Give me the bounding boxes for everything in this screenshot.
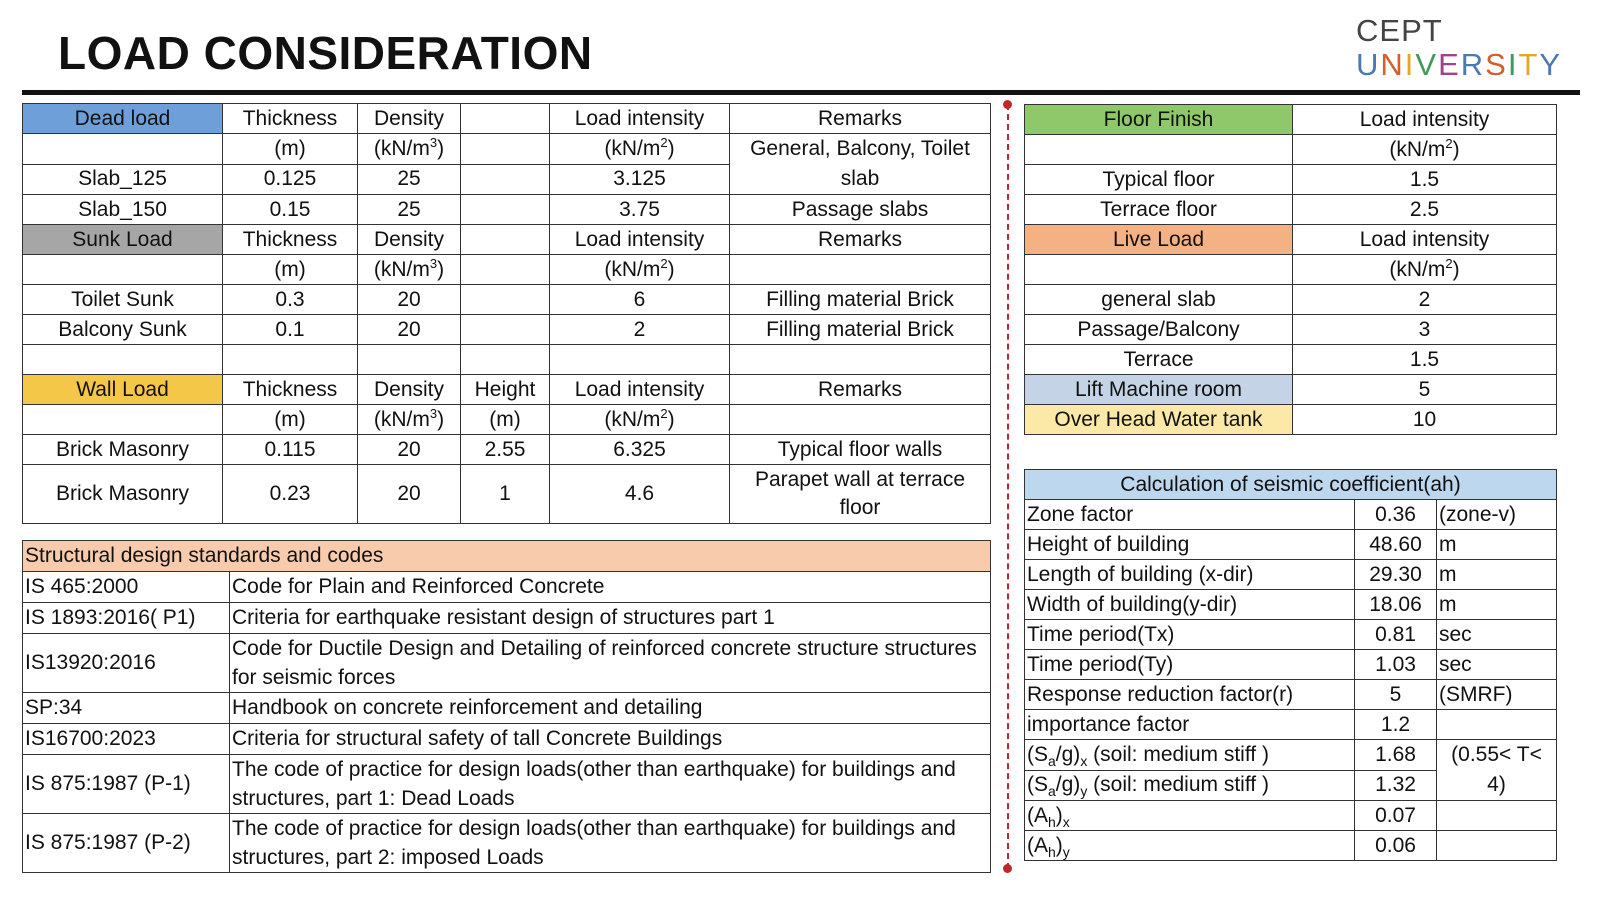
divider-top-dot — [1003, 100, 1012, 109]
seismic-header-row — [1025, 470, 1557, 500]
table-row: Response reduction factor(r) 5 (SMRF) — [1025, 680, 1557, 710]
table-row: Time period(Ty) 1.03 sec — [1025, 650, 1557, 680]
remark-general-balcony: General, Balcony, Toilet slab — [730, 134, 991, 195]
table-row: Terrace floor 2.5 — [1025, 195, 1557, 225]
codes-header-row — [23, 541, 991, 572]
thickness-header: Thickness — [223, 104, 358, 134]
live-load-label: Live Load — [1025, 225, 1293, 255]
sa-g-y-label: $(S_a/g)_y$ (soil: medium stiff ) — [1025, 770, 1355, 801]
remark-passage: Passage slabs — [730, 195, 991, 225]
table-row: IS13920:2016 Code for Ductile Design and Detailing of reinforced concrete structure structures for seismic forces — [23, 634, 991, 693]
remarks-header: Remarks — [730, 104, 991, 134]
table-row: SP:34 Handbook on concrete reinforcement and detailing — [23, 693, 991, 724]
wall-units-row: (m) $(kN/m^3)$ (m) $(kN/m^2)$ — [23, 405, 991, 435]
table-row: Over Head Water tank 10 — [1025, 405, 1557, 435]
unit-m: (m) — [223, 134, 358, 165]
table-row: general slab 2 — [1025, 285, 1557, 315]
table-row: Slab_125 0.125 25 3.125 — [23, 164, 991, 195]
floor-finish-header-row: Floor Finish Load intensity — [1025, 105, 1557, 135]
load-intensity-header: Load intensity — [550, 104, 730, 134]
logo-line-2: UNIVERSITY — [1356, 47, 1563, 82]
table-row: $(A_h)_y$ 0.06 — [1025, 831, 1557, 861]
title-underline — [22, 90, 1580, 95]
table-row: IS 465:2000 Code for Plain and Reinforced Concrete — [23, 572, 991, 603]
ah-x-label: $(A_h)_x$ — [1025, 801, 1355, 831]
unit-kn-m2: $(kN/m^2)$ — [550, 134, 730, 165]
unit-kn-m3: $(kN/m^3)$ — [358, 134, 461, 165]
cept-university-logo — [1356, 13, 1563, 84]
sunk-load-header-row: Sunk Load Thickness Density Load intensity Remarks — [23, 225, 991, 255]
table-row: $(A_h)_x$ 0.07 — [1025, 801, 1557, 831]
codes-header: Structural design standards and codes — [23, 541, 991, 572]
wall-load-label: Wall Load — [23, 375, 223, 405]
table-row: IS 1893:2016( P1) Criteria for earthquake resistant design of structures part 1 — [23, 603, 991, 634]
sunk-units-row: (m) $(kN/m^3)$ $(kN/m^2)$ — [23, 255, 991, 285]
table-row: Brick Masonry 0.115 20 2.55 6.325 Typical floor walls — [23, 435, 991, 465]
table-row: IS 875:1987 (P-2) The code of practice for design loads(other than earthquake) for buildings and structures, part 2: imposed Loads — [23, 814, 991, 873]
table-row: Typical floor 1.5 — [1025, 165, 1557, 195]
table-row: Lift Machine room 5 — [1025, 375, 1557, 405]
divider-bottom-dot — [1003, 864, 1012, 873]
table-row: importance factor 1.2 — [1025, 710, 1557, 740]
period-range-note: (0.55< T< 4) — [1437, 740, 1557, 801]
dead-load-header-row — [23, 104, 991, 134]
table-row: Toilet Sunk 0.3 20 6 Filling material Brick — [23, 285, 991, 315]
density-header: Density — [358, 104, 461, 134]
floor-finish-label: Floor Finish — [1025, 105, 1293, 135]
logo-line-1: CEPT — [1356, 13, 1443, 48]
sa-g-x-label: $(S_a/g)_x$ (soil: medium stiff ) — [1025, 740, 1355, 771]
codes-table — [22, 540, 991, 873]
seismic-table — [1024, 469, 1557, 861]
table-row: Height of building 48.60 m — [1025, 530, 1557, 560]
table-row: $(S_a/g)_x$ (soil: medium stiff ) 1.68 (0.55< T< 4) — [1025, 740, 1557, 771]
spacer-row — [23, 345, 991, 375]
empty-header — [461, 104, 550, 134]
page-title: LOAD CONSIDERATION — [58, 27, 593, 79]
wall-load-header-row: Wall Load Thickness Density Height Load intensity Remarks — [23, 375, 991, 405]
table-row: Time period(Tx) 0.81 sec — [1025, 620, 1557, 650]
table-row: Passage/Balcony 3 — [1025, 315, 1557, 345]
seismic-header: Calculation of seismic coefficient(ah) — [1025, 470, 1557, 500]
table-row: IS16700:2023 Criteria for structural safety of tall Concrete Buildings — [23, 724, 991, 755]
column-divider — [1007, 104, 1009, 869]
table-row: Terrace 1.5 — [1025, 345, 1557, 375]
table-row: Slab_150 0.15 25 3.75 Passage slabs — [23, 195, 991, 225]
dead-load-label: Dead load — [23, 104, 223, 134]
table-row: Zone factor 0.36 (zone-v) — [1025, 500, 1557, 530]
loads-table — [22, 103, 991, 524]
table-row: Brick Masonry 0.23 20 1 4.6 Parapet wall at terrace floor — [23, 465, 991, 524]
table-row: Width of building(y-dir) 18.06 m — [1025, 590, 1557, 620]
sunk-load-label: Sunk Load — [23, 225, 223, 255]
dead-units-row — [23, 134, 991, 165]
table-row: $(S_a/g)_y$ (soil: medium stiff ) 1.32 — [1025, 770, 1557, 801]
live-units-row: $(kN/m^2)$ — [1025, 255, 1557, 285]
floor-live-table — [1024, 104, 1557, 435]
live-load-header-row: Live Load Load intensity — [1025, 225, 1557, 255]
ah-y-label: $(A_h)_y$ — [1025, 831, 1355, 861]
table-row: Balcony Sunk 0.1 20 2 Filling material Brick — [23, 315, 991, 345]
table-row: IS 875:1987 (P-1) The code of practice for design loads(other than earthquake) for buildings and structures, part 1: Dead Loads — [23, 755, 991, 814]
floor-units-row: $(kN/m^2)$ — [1025, 135, 1557, 165]
table-row: Length of building (x-dir) 29.30 m — [1025, 560, 1557, 590]
